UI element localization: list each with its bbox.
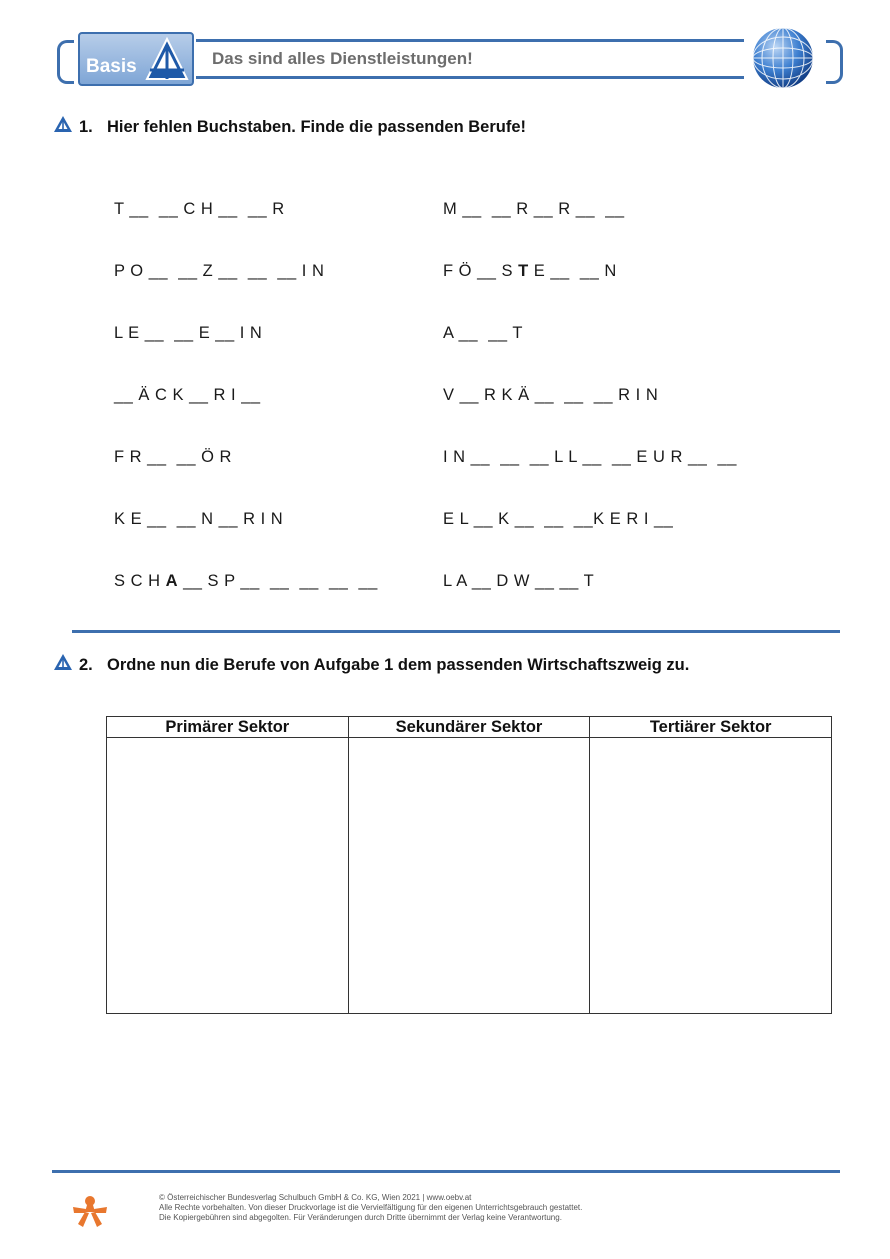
task-2-title: Ordne nun die Berufe von Aufgabe 1 dem passenden Wirtschaftszweig zu. <box>107 656 690 674</box>
page-title: Das sind alles Dienstleistungen! <box>212 49 473 68</box>
puzzle-word-right-5: I N __ __ __ L L __ __ E U R __ __ <box>443 448 737 466</box>
sector-table <box>106 716 832 1014</box>
globe-icon <box>751 24 815 92</box>
header-primary-sector: Primärer Sektor <box>107 717 349 738</box>
header-line-bottom <box>196 76 744 79</box>
header-tertiary-sector: Tertiärer Sektor <box>590 717 832 738</box>
task-2-number: 2. <box>79 656 93 674</box>
header-bracket-right <box>826 40 843 84</box>
header-bracket-left <box>57 40 74 84</box>
footer-line <box>52 1170 840 1173</box>
basis-label: Basis <box>86 56 137 77</box>
table-answer-row <box>107 738 832 1014</box>
puzzle-word-right-3: A __ __ T <box>443 324 523 342</box>
footer-line-1: © Österreichischer Bundesverlag Schulbuch GmbH & Co. KG, Wien 2021 | www.oebv.at <box>159 1193 472 1202</box>
given-letter: T <box>518 262 529 280</box>
primary-sector-answer-cell[interactable] <box>107 738 349 1014</box>
section-divider <box>72 630 840 633</box>
puzzle-word-left-6: K E __ __ N __ R I N <box>114 510 284 528</box>
header-line-top <box>196 39 744 42</box>
puzzle-word-right-6: E L __ K __ __ __K E R I __ <box>443 510 674 528</box>
given-letter: A <box>165 572 179 590</box>
level-triangle-icon <box>53 115 73 133</box>
publisher-logo-icon <box>70 1190 110 1230</box>
task-1-number: 1. <box>79 118 93 136</box>
header-secondary-sector: Sekundärer Sektor <box>348 717 590 738</box>
task-1-heading <box>79 118 526 137</box>
puzzle-word-left-3: L E __ __ E __ I N <box>114 324 263 342</box>
footer-line-3: Die Kopiergebühren sind abgegolten. Für Veränderungen durch Dritte übernimmt der Verlag keine Verantwortung. <box>159 1213 562 1222</box>
secondary-sector-answer-cell[interactable] <box>348 738 590 1014</box>
task-1-title: Hier fehlen Buchstaben. Finde die passenden Berufe! <box>107 118 527 136</box>
level-triangle-icon <box>144 36 190 82</box>
level-triangle-icon <box>53 653 73 671</box>
puzzle-word-right-1: M __ __ R __ R __ __ <box>443 200 625 218</box>
copyright-notice <box>159 1193 582 1223</box>
tertiary-sector-answer-cell[interactable] <box>590 738 832 1014</box>
footer-line-2: Alle Rechte vorbehalten. Von dieser Druckvorlage ist die Vervielfältigung für den eigenen Unterrichtsgebrauch gestattet. <box>159 1203 583 1212</box>
puzzle-word-left-2: P O __ __ Z __ __ __ I N <box>114 262 325 280</box>
puzzle-word-right-7: L A __ D W __ __ T <box>443 572 595 590</box>
puzzle-word-right-2: F Ö __ S T E __ __ N <box>443 262 617 280</box>
puzzle-word-left-1: T __ __ C H __ __ R <box>114 200 285 218</box>
puzzle-word-left-7: S C H A __ S P __ __ __ __ __ <box>114 572 378 590</box>
puzzle-word-right-4: V __ R K Ä __ __ __ R I N <box>443 386 659 404</box>
table-header-row <box>107 717 832 738</box>
puzzle-word-left-5: F R __ __ Ö R <box>114 448 232 466</box>
puzzle-word-left-4: __ Ä C K __ R I __ <box>114 386 261 404</box>
task-2-heading <box>79 656 689 675</box>
